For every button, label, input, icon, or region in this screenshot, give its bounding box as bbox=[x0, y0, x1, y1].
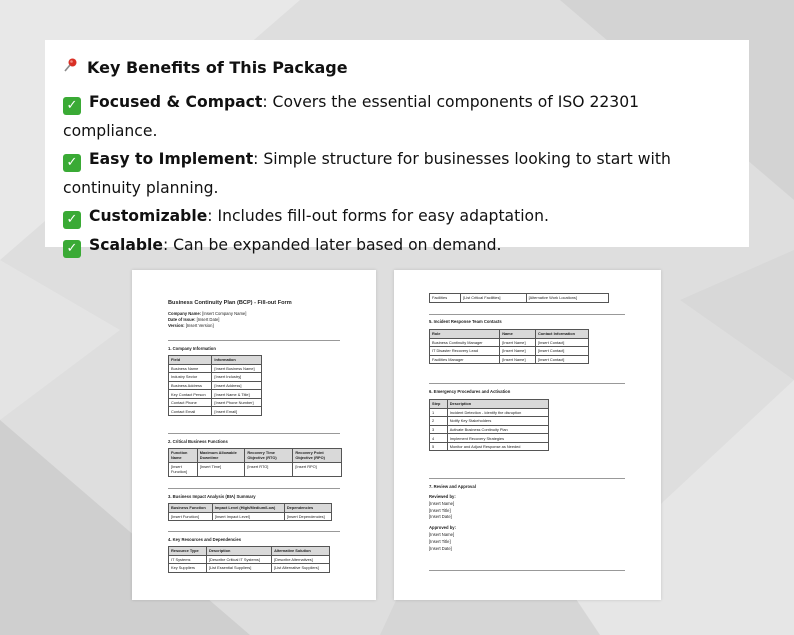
table-cell: IT Systems bbox=[169, 555, 207, 564]
divider bbox=[168, 488, 340, 489]
table-cell: 2 bbox=[430, 417, 448, 426]
meta-line bbox=[168, 323, 246, 329]
table-header-cell: Name bbox=[500, 330, 536, 339]
section-heading: 2. Critical Business Functions bbox=[168, 439, 228, 444]
meta-value: [Insert Version] bbox=[184, 323, 214, 328]
table-header-cell: Alternative Solution bbox=[272, 547, 330, 556]
benefit-item bbox=[63, 231, 731, 260]
review-approval-block bbox=[429, 494, 456, 552]
company-info-table bbox=[168, 355, 262, 416]
table-cell: [Insert Function] bbox=[169, 512, 213, 521]
approval-field: [Insert Date] bbox=[429, 545, 452, 551]
section-heading: 4. Key Resources and Dependencies bbox=[168, 537, 242, 542]
table-row bbox=[169, 512, 332, 521]
resources-table bbox=[168, 546, 330, 573]
approval-label-text: Reviewed by: bbox=[429, 494, 456, 499]
table-header-cell: Maximum Allowable Downtime bbox=[197, 449, 245, 463]
approval-field: [Insert Title] bbox=[429, 507, 451, 513]
table-cell: [List Essential Suppliers] bbox=[206, 564, 271, 573]
table-cell: [Insert RTO] bbox=[245, 462, 293, 476]
table-cell: [Insert Phone Number] bbox=[212, 398, 262, 407]
table-cell: [Insert Function] bbox=[169, 462, 198, 476]
table-cell: Business Name bbox=[169, 364, 212, 373]
table-cell: Facilities bbox=[430, 294, 461, 303]
benefits-list bbox=[63, 88, 731, 259]
table-row bbox=[430, 408, 549, 417]
table-row bbox=[430, 417, 549, 426]
table-row bbox=[430, 294, 609, 303]
divider bbox=[429, 314, 625, 315]
divider bbox=[168, 340, 340, 341]
approval-field: [Insert Title] bbox=[429, 538, 451, 544]
table-cell: Implement Recovery Strategies bbox=[447, 434, 548, 443]
table-cell: IT Disaster Recovery Lead bbox=[430, 347, 500, 356]
table-header-cell: Function Name bbox=[169, 449, 198, 463]
approval-field: [Insert Name] bbox=[429, 531, 455, 537]
table-cell: 4 bbox=[430, 434, 448, 443]
table-cell: [Insert Industry] bbox=[212, 373, 262, 382]
table-row bbox=[169, 398, 262, 407]
table-header-cell: Resource Type bbox=[169, 547, 207, 556]
table-cell: [Insert RPO] bbox=[293, 462, 342, 476]
table-header-row bbox=[430, 330, 589, 339]
table-row bbox=[430, 355, 589, 364]
table-cell: Key Suppliers bbox=[169, 564, 207, 573]
table-cell: Contact Email bbox=[169, 407, 212, 416]
benefit-name: Focused & Compact bbox=[89, 93, 263, 111]
pushpin-icon bbox=[63, 57, 79, 77]
table-cell: Facilities Manager bbox=[430, 355, 500, 364]
table-header-cell: Business Function bbox=[169, 504, 213, 513]
table-row bbox=[169, 364, 262, 373]
meta-label: Version: bbox=[168, 323, 185, 328]
benefits-title: Key Benefits of This Package bbox=[87, 57, 348, 77]
table-cell: [Insert Contact] bbox=[536, 338, 589, 347]
table-row bbox=[430, 338, 589, 347]
table-header-cell: Description bbox=[206, 547, 271, 556]
table-header-cell: Information bbox=[212, 356, 262, 365]
approval-label bbox=[429, 525, 456, 532]
table-cell: [Insert Name & Title] bbox=[212, 390, 262, 399]
benefit-name: Scalable bbox=[89, 235, 163, 254]
table-header-cell: Dependencies bbox=[284, 504, 331, 513]
table-header-row bbox=[430, 400, 549, 409]
table-row bbox=[169, 381, 262, 390]
table-cell: [Alternative Work Locations] bbox=[526, 294, 608, 303]
approval-field: [Insert Name] bbox=[429, 500, 455, 506]
document-page-1 bbox=[132, 270, 376, 600]
benefit-name: Customizable bbox=[89, 207, 208, 225]
table-cell: [Insert Contact] bbox=[536, 347, 589, 356]
table-cell: [Insert Impact Level] bbox=[212, 512, 284, 521]
table-cell: [Insert Time] bbox=[197, 462, 245, 476]
benefit-description: : Simple structure for businesses looking to start with continuity planning. bbox=[63, 150, 671, 197]
table-header-row bbox=[169, 504, 332, 513]
check-mark-icon: ✓ bbox=[63, 97, 81, 115]
table-cell: 3 bbox=[430, 425, 448, 434]
table-cell: [Insert Address] bbox=[212, 381, 262, 390]
table-cell: Contact Phone bbox=[169, 398, 212, 407]
facilities-row-table bbox=[429, 293, 609, 303]
table-header-row bbox=[169, 449, 342, 463]
bia-summary-table bbox=[168, 503, 332, 521]
benefit-description: : Covers the essential components of ISO 22301 compliance. bbox=[63, 93, 640, 140]
check-mark-icon: ✓ bbox=[63, 211, 81, 229]
table-cell: [Insert Name] bbox=[500, 347, 536, 356]
table-row bbox=[169, 373, 262, 382]
table-header-cell: Field bbox=[169, 356, 212, 365]
table-cell: Activate Business Continuity Plan bbox=[447, 425, 548, 434]
table-row bbox=[430, 347, 589, 356]
table-header-cell: Description bbox=[447, 400, 548, 409]
meta-label: Company Name: bbox=[168, 311, 202, 316]
table-cell: 5 bbox=[430, 442, 448, 451]
table-cell: [Insert Email] bbox=[212, 407, 262, 416]
table-row bbox=[430, 442, 549, 451]
table-header-cell: Contact Information bbox=[536, 330, 589, 339]
table-header-cell: Role bbox=[430, 330, 500, 339]
table-cell: Industry Sector bbox=[169, 373, 212, 382]
table-row bbox=[169, 390, 262, 399]
section-heading: 3. Business Impact Analysis (BIA) Summary bbox=[168, 494, 256, 499]
divider bbox=[429, 383, 625, 384]
table-cell: Incident Detection - Identify the disruption bbox=[447, 408, 548, 417]
critical-functions-table bbox=[168, 448, 342, 477]
table-row bbox=[430, 434, 549, 443]
document-page-2 bbox=[394, 270, 661, 600]
meta-value: [Insert Company Name] bbox=[201, 311, 247, 316]
benefit-item bbox=[63, 88, 731, 145]
approval-label bbox=[429, 494, 456, 501]
divider bbox=[168, 433, 340, 434]
check-mark-icon: ✓ bbox=[63, 240, 81, 258]
section-heading: 5. Incident Response Team Contacts bbox=[429, 319, 502, 324]
benefits-heading bbox=[63, 54, 731, 80]
table-cell: [List Critical Facilities] bbox=[461, 294, 526, 303]
check-mark-icon: ✓ bbox=[63, 154, 81, 172]
table-cell: Business Continuity Manager bbox=[430, 338, 500, 347]
benefit-description: : Can be expanded later based on demand. bbox=[162, 235, 502, 254]
table-cell: Business Address bbox=[169, 381, 212, 390]
emergency-procedures-table bbox=[429, 399, 549, 451]
divider bbox=[429, 570, 625, 571]
table-row bbox=[169, 555, 330, 564]
meta-value: [Insert Date] bbox=[195, 317, 220, 322]
approval-field: [Insert Date] bbox=[429, 514, 452, 520]
table-row bbox=[430, 425, 549, 434]
table-cell: Monitor and Adjust Response as Needed bbox=[447, 442, 548, 451]
incident-team-table bbox=[429, 329, 589, 364]
table-cell: [Insert Business Name] bbox=[212, 364, 262, 373]
approval-label-text: Approved by: bbox=[429, 525, 456, 531]
benefit-description: : Includes fill-out forms for easy adaptation. bbox=[207, 207, 549, 225]
table-cell: [Insert Name] bbox=[500, 355, 536, 364]
table-cell: Key Contact Person bbox=[169, 390, 212, 399]
table-header-cell: Impact Level (High/Medium/Low) bbox=[212, 504, 284, 513]
table-row bbox=[169, 564, 330, 573]
key-benefits-panel bbox=[45, 40, 749, 256]
table-cell: Notify Key Stakeholders bbox=[447, 417, 548, 426]
table-cell: [Describe Critical IT Systems] bbox=[206, 555, 271, 564]
table-header-cell: Step bbox=[430, 400, 448, 409]
table-cell: [Describe Alternatives] bbox=[272, 555, 330, 564]
table-header-row bbox=[169, 547, 330, 556]
table-cell: [Insert Dependencies] bbox=[284, 512, 331, 521]
document-meta bbox=[168, 311, 246, 329]
section-heading: 7. Review and Approval bbox=[429, 484, 476, 489]
divider bbox=[168, 531, 340, 532]
table-header-row bbox=[169, 356, 262, 365]
table-row bbox=[169, 462, 342, 476]
section-heading: 6. Emergency Procedures and Activation bbox=[429, 389, 511, 394]
table-cell: [List Alternative Suppliers] bbox=[272, 564, 330, 573]
table-row bbox=[169, 407, 262, 416]
benefit-item bbox=[63, 145, 731, 202]
divider bbox=[429, 478, 625, 479]
meta-label: Date of Issue: bbox=[168, 317, 196, 322]
table-cell: [Insert Name] bbox=[500, 338, 536, 347]
document-title: Business Continuity Plan (BCP) - Fill-out Form bbox=[168, 300, 292, 306]
section-heading: 1. Company Information bbox=[168, 346, 216, 351]
table-header-cell: Recovery Time Objective (RTO) bbox=[245, 449, 293, 463]
table-header-cell: Recovery Point Objective (RPO) bbox=[293, 449, 342, 463]
benefit-name: Easy to Implement bbox=[89, 150, 254, 168]
table-cell: 1 bbox=[430, 408, 448, 417]
benefit-item bbox=[63, 202, 731, 231]
table-cell: [Insert Contact] bbox=[536, 355, 589, 364]
